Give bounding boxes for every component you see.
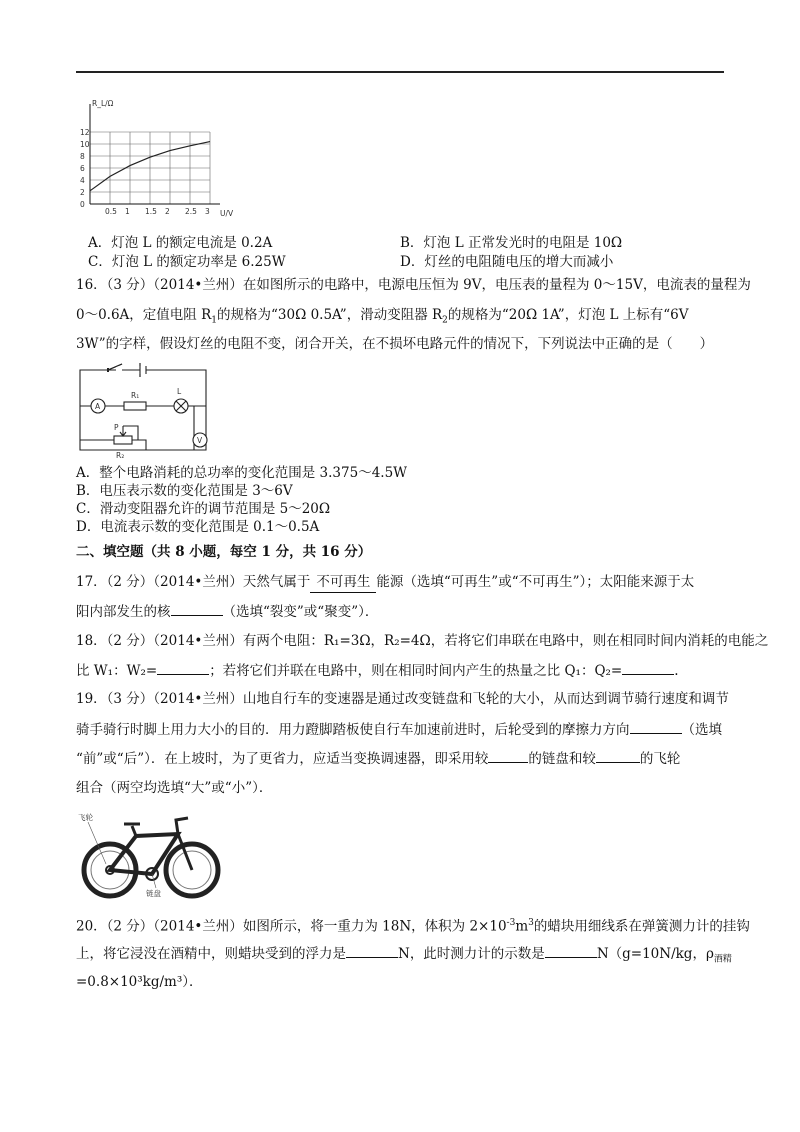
slider-p-label: P bbox=[114, 423, 119, 432]
x-axis-label: U/V bbox=[220, 209, 234, 218]
q20-line-2: 上，将它浸没在酒精中，则蜡块受到的浮力是 N，此时测力计的示数是 N（g=10N/kg，$\rho_{酒精}$ bbox=[76, 943, 732, 970]
x-tick-label: 2.5 bbox=[185, 207, 197, 216]
y-tick-label: 2 bbox=[80, 188, 85, 197]
ammeter-label: A bbox=[95, 402, 101, 411]
q16-option-c[interactable]: C．滑动变阻器允许的调节范围是 5～20Ω bbox=[76, 501, 331, 517]
y-tick-label: 6 bbox=[80, 164, 85, 173]
q18-blank-1[interactable] bbox=[157, 660, 209, 675]
y-tick-label: 8 bbox=[80, 152, 85, 161]
voltmeter-label: V bbox=[197, 436, 203, 445]
q20-blank-2[interactable] bbox=[545, 943, 597, 958]
x-tick-label: 0.5 bbox=[105, 207, 117, 216]
q19-line-1: 19．（3 分）（2014•兰州）山地自行车的变速器是通过改变链盘和飞轮的大小，从而达到调节骑行速度和调节 bbox=[76, 691, 729, 707]
q19-line-4: 组合（两空均选填“大”或“小”）． bbox=[76, 780, 273, 796]
q16-line-2: 0～0.6A，定值电阻 $R_1$的规格为“30Ω 0.5A”，滑动变阻器 $R_2$的规格为“20Ω 1A”，灯泡 L 上标有“6V bbox=[76, 307, 689, 326]
q17-answer-blank: 不可再生 bbox=[310, 572, 376, 593]
q17-blank-2[interactable] bbox=[171, 601, 223, 616]
q20-blank-1[interactable] bbox=[346, 943, 398, 958]
q15-option-a[interactable]: A．灯泡 L 的额定电流是 0.2A bbox=[88, 235, 273, 251]
q19-blank-2[interactable] bbox=[488, 748, 528, 763]
q16-option-b[interactable]: B．电压表示数的变化范围是 3～6V bbox=[76, 483, 293, 499]
q16-line-3: 3W”的字样，假设灯丝的电阻不变，闭合开关，在不损坏电路元件的情况下，下列说法中正确的是（ ） bbox=[76, 336, 714, 352]
y-tick-label: 10 bbox=[80, 140, 90, 149]
flywheel-label: 飞轮 bbox=[78, 813, 93, 822]
x-tick-label: 3 bbox=[205, 207, 210, 216]
q18-blank-2[interactable] bbox=[622, 660, 674, 675]
q15-option-b[interactable]: B．灯泡 L 正常发光时的电阻是 10Ω bbox=[400, 235, 623, 251]
q18-line-2: 比 W₁：W₂= ；若将它们并联在电路中，则在相同时间内产生的热量之比 Q₁：Q₂= . bbox=[76, 660, 679, 681]
resistance-voltage-graph bbox=[76, 98, 234, 218]
r1-label: R₁ bbox=[131, 391, 140, 400]
q20-line-1: 20．（2 分）（2014•兰州）如图所示，将一重力为 18N，体积为 $2\times 10^{-3}m^3$的蜡块用细线系在弹簧测力计的挂钩 bbox=[76, 918, 750, 935]
bicycle-figure bbox=[76, 808, 226, 908]
chainring-label: 链盘 bbox=[146, 889, 161, 898]
r2-label: R₂ bbox=[116, 451, 125, 460]
x-tick-label: 1.5 bbox=[145, 207, 157, 216]
circuit-diagram bbox=[76, 360, 216, 462]
y-axis-label: R_L/Ω bbox=[92, 99, 114, 108]
x-tick-label: 2 bbox=[165, 207, 170, 216]
q19-line-2: 骑手骑行时脚上用力大小的目的．用力蹬脚踏板使自行车加速前进时，后轮受到的摩擦力方向 （选填 bbox=[76, 719, 722, 740]
header-rule bbox=[76, 71, 724, 73]
section-2-title: 二、填空题（共 8 小题，每空 1 分，共 16 分） bbox=[76, 544, 372, 560]
q16-line-1: 16．（3 分）（2014•兰州）在如图所示的电路中，电源电压恒为 9V，电压表的量程为 0～15V，电流表的量程为 bbox=[76, 277, 751, 293]
q20-line-3: =0.8×10³kg/m³）． bbox=[76, 974, 203, 990]
y-tick-label: 4 bbox=[80, 176, 85, 185]
q15-option-c[interactable]: C．灯泡 L 的额定功率是 6.25W bbox=[88, 254, 286, 270]
q16-option-d[interactable]: D．电流表示数的变化范围是 0.1～0.5A bbox=[76, 519, 320, 535]
y-tick-label: 0 bbox=[80, 200, 85, 209]
y-tick-label: 12 bbox=[80, 128, 90, 137]
q17-line-1: 17．（2 分）（2014•兰州）天然气属于 不可再生 能源（选填“可再生”或“不可再生”）；太阳能来源于太 bbox=[76, 572, 694, 593]
x-tick-label: 1 bbox=[125, 207, 130, 216]
q19-blank-1[interactable] bbox=[630, 719, 682, 734]
q17-line-2: 阳内部发生的核 （选填“裂变”或“聚变”）． bbox=[76, 601, 378, 622]
q18-line-1: 18．（2 分）（2014•兰州）有两个电阻：R₁=3Ω，R₂=4Ω，若将它们串联在电路中，则在相同时间内消耗的电能之 bbox=[76, 633, 769, 649]
lamp-label: L bbox=[177, 387, 182, 396]
q16-option-a[interactable]: A．整个电路消耗的总功率的变化范围是 3.375～4.5W bbox=[76, 465, 408, 481]
q19-blank-3[interactable] bbox=[596, 748, 640, 763]
q19-line-3: “前”或“后”）．在上坡时，为了更省力，应适当变换调速器，即采用较 的链盘和较 的飞轮 bbox=[76, 748, 680, 769]
q15-option-d[interactable]: D．灯丝的电阻随电压的增大而减小 bbox=[400, 254, 614, 270]
